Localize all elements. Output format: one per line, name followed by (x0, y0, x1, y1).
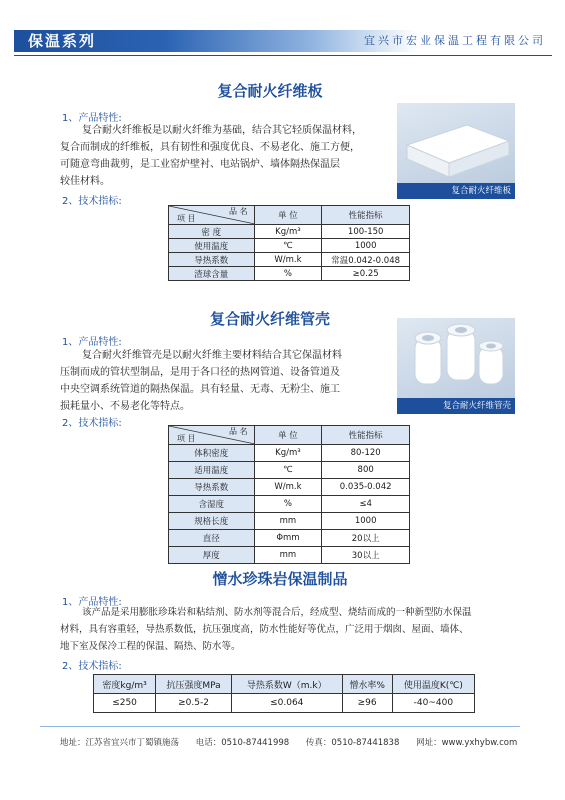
product-description (60, 347, 390, 415)
product-description (60, 122, 390, 190)
table-row (169, 479, 410, 496)
table-row (169, 547, 410, 564)
value-cell: ≥0.25 (322, 267, 410, 281)
section-title-fiber-board: 复合耐火纤维板 (217, 82, 323, 100)
description-line: 中央空调系统管道的隔热保温。具有轻量、无毒、无粉尘、施工 (60, 384, 340, 395)
value-cell: 常温0.042-0.048 (322, 253, 410, 267)
footer-fax: 传真：0510-87441838 (305, 738, 400, 748)
photo-caption: 复合耐火纤维板 (397, 183, 515, 199)
item-cell: 导热系数 (169, 253, 255, 267)
description-line: 可随意弯曲裁剪，是工业窑炉壁衬、电站锅炉、墙体隔热保温层 (60, 159, 340, 170)
table-row (169, 513, 410, 530)
table-row (169, 267, 410, 281)
photo-caption: 复合耐火纤维管壳 (397, 398, 515, 414)
description-line: 复合耐火纤维板是以耐火纤维为基础，结合其它轻质保温材料， (82, 125, 362, 136)
item-cell: 密 度 (169, 225, 255, 239)
corner-top-label: 品 名 (229, 207, 248, 216)
page-header (14, 30, 552, 52)
header-cell: 单 位 (254, 426, 322, 445)
table-row (94, 694, 475, 713)
description-line: 复合耐火纤维管壳是以耐火纤维主要材料结合其它保温材料 (82, 350, 342, 361)
section-title-perlite: 憎水珍珠岩保温制品 (212, 570, 348, 588)
corner-cell (169, 426, 255, 445)
value-cell: ≤250 (94, 694, 156, 713)
value-cell: ≤4 (322, 496, 410, 513)
value-cell: 20以上 (322, 530, 410, 547)
value-cell: ≥96 (342, 694, 392, 713)
table-header-row (169, 426, 410, 445)
description-line: 材料，具有容重轻，导热系数低，抗压强度高，防水性能好等优点，广泛用于烟囱、屋面、墙体、 (60, 624, 469, 635)
value-cell: 1000 (322, 513, 410, 530)
spec-table-fiber-board (168, 205, 410, 281)
description-line: 损耗量小、不易老化等特点。 (60, 401, 190, 412)
table-row (169, 225, 410, 239)
value-cell: 0.035-0.042 (322, 479, 410, 496)
product-description (60, 604, 530, 655)
corner-bottom-label: 项 目 (177, 434, 196, 443)
item-cell: 直径 (169, 530, 255, 547)
props-heading: 1、产品特性: (62, 337, 122, 348)
item-cell: 规格长度 (169, 513, 255, 530)
footer-website[interactable]: 网址：www.yxhybw.com (416, 738, 518, 748)
value-cell: 80-120 (322, 445, 410, 462)
product-photo-fiber-pipe (397, 318, 515, 414)
value-cell: 30以上 (322, 547, 410, 564)
item-cell: 导热系数 (169, 479, 255, 496)
item-cell: 适用温度 (169, 462, 255, 479)
tech-heading: 2、技术指标: (62, 418, 122, 429)
description-line: 复合而制成的纤维板，具有韧性和强度优良、不易老化、施工方便， (60, 142, 360, 153)
header-cell: 憎水率% (342, 675, 392, 694)
footer-divider (40, 726, 520, 727)
header-cell: 密度kg/m³ (94, 675, 156, 694)
header-cell: 使用温度K(℃) (392, 675, 474, 694)
unit-cell: Φmm (254, 530, 322, 547)
unit-cell: Kg/m³ (254, 445, 322, 462)
unit-cell: mm (254, 513, 322, 530)
unit-cell: % (254, 496, 322, 513)
props-heading: 1、产品特性: (62, 597, 122, 608)
unit-cell: mm (254, 547, 322, 564)
pipe-shell-illustration (397, 318, 515, 398)
item-cell: 使用温度 (169, 239, 255, 253)
item-cell: 体积密度 (169, 445, 255, 462)
value-cell: 1000 (322, 239, 410, 253)
table-row (169, 496, 410, 513)
corner-bottom-label: 项 目 (177, 214, 196, 223)
value-cell: 100-150 (322, 225, 410, 239)
tech-heading: 2、技术指标: (62, 661, 122, 672)
table-header-row (94, 675, 475, 694)
header-cell: 性能指标 (322, 426, 410, 445)
tech-heading: 2、技术指标: (62, 196, 122, 207)
header-cell: 导热系数W（m.k） (231, 675, 342, 694)
table-header-row (169, 206, 410, 225)
header-divider (14, 55, 552, 56)
value-cell: ≤0.064 (231, 694, 342, 713)
corner-cell (169, 206, 255, 225)
footer-address: 地址：江苏省宜兴市丁蜀镇施荡 (60, 738, 180, 748)
unit-cell: ℃ (254, 462, 322, 479)
value-cell: 800 (322, 462, 410, 479)
section-title-fiber-pipe: 复合耐火纤维管壳 (209, 310, 330, 328)
fiber-board-illustration (397, 103, 515, 183)
product-photo-fiber-board (397, 103, 515, 199)
unit-cell: W/m.k (254, 479, 322, 496)
item-cell: 含湿度 (169, 496, 255, 513)
table-row (169, 239, 410, 253)
unit-cell: % (254, 267, 322, 281)
spec-table-perlite (93, 674, 475, 713)
table-row (169, 253, 410, 267)
unit-cell: Kg/m³ (254, 225, 322, 239)
description-line: 该产品是采用膨胀珍珠岩和粘结剂、防水剂等混合后，经成型、烧结而成的一种新型防水保温 (82, 607, 472, 618)
header-cell: 抗压强度MPa (156, 675, 232, 694)
props-heading: 1、产品特性: (62, 113, 122, 124)
description-line: 压制而成的管状型制品，是用于各口径的热网管道、设备管道及 (60, 367, 340, 378)
table-row (169, 530, 410, 547)
spec-table-fiber-pipe (168, 425, 410, 564)
company-name: 宜兴市宏业保温工程有限公司 (364, 34, 546, 47)
series-title: 保温系列 (28, 32, 97, 50)
page-footer (60, 736, 531, 748)
unit-cell: ℃ (254, 239, 322, 253)
value-cell: ≥0.5-2 (156, 694, 232, 713)
unit-cell: W/m.k (254, 253, 322, 267)
header-cell: 性能指标 (322, 206, 410, 225)
item-cell: 渣球含量 (169, 267, 255, 281)
description-line: 地下室及保冷工程的保温、隔热、防水等。 (60, 641, 241, 652)
corner-top-label: 品 名 (229, 427, 248, 436)
table-row (169, 462, 410, 479)
item-cell: 厚度 (169, 547, 255, 564)
description-line: 较佳材料。 (60, 176, 110, 187)
table-row (169, 445, 410, 462)
value-cell: -40~400 (392, 694, 474, 713)
header-cell: 单 位 (254, 206, 322, 225)
footer-phone: 电话：0510-87441998 (195, 738, 290, 748)
